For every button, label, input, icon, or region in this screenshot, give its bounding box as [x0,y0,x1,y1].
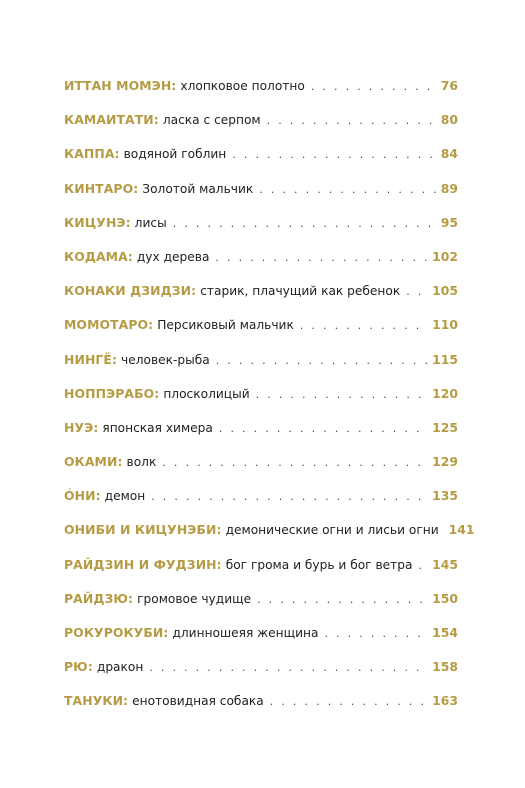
entry-title: РЮ: [64,659,93,675]
entry-description: енотовидная собака [132,694,264,709]
toc-entry [64,181,458,215]
entry-description: громовое чудище [137,591,252,606]
toc-entry [64,146,458,180]
entry-description: человек-рыба [121,352,210,367]
page-number: 89 [440,180,458,196]
leader-dots [149,661,428,674]
toc-entry [64,557,458,591]
toc-entry [64,283,458,317]
leader-dots [300,319,428,332]
leader-dots [215,251,428,264]
entry-description: ласка с серпом [162,113,261,128]
entry-title: КИНТАРО: [64,180,139,196]
page-number: 158 [432,659,458,675]
page-number: 141 [448,522,475,538]
leader-dots [162,456,428,469]
leader-dots [216,354,428,367]
toc-entry [64,522,475,556]
entry-title: КОДАМА: [64,248,133,264]
leader-dots [257,593,428,606]
leader-dots [270,695,428,708]
page-number: 102 [432,248,458,264]
leader-dots [311,80,436,93]
entry-title: НИНГЁ: [64,351,118,367]
entry-description: японская химера [102,420,213,435]
entry-title: НУЭ: [64,419,99,435]
entry-description: хлопковое полотно [180,79,305,93]
toc-entry [64,659,458,693]
toc-entry [64,78,458,112]
entry-title: РАЙДЗЮ: [64,590,134,606]
entry-description: волк [126,455,157,470]
page-number: 145 [432,556,458,572]
toc-entry [64,454,458,488]
entry-description: водяной гоблин [123,147,227,162]
leader-dots [256,388,428,401]
entry-title: КАППА: [64,146,120,162]
entry-description: бог грома и бурь и бог ветра [225,557,413,572]
page-number: 84 [440,146,458,162]
toc-entry [64,386,458,420]
entry-title: КОНАКИ ДЗИДЗИ: [64,283,197,299]
page-number: 150 [432,590,458,606]
leader-dots [267,114,436,127]
page-number: 120 [432,385,458,401]
page-number: 110 [432,317,458,333]
page-number: 105 [432,283,458,299]
entry-title: РАЙДЗИН И ФУДЗИН: [64,556,222,572]
toc-entry [64,215,458,249]
page-number: 163 [432,693,458,709]
page-number: 76 [440,78,458,93]
entry-description: демон [104,489,146,504]
toc-entry [64,625,458,659]
entry-description: дух дерева [136,249,210,264]
entry-title: МОМОТАРО: [64,317,154,333]
entry-title: РОКУРОКУБИ: [64,625,169,640]
page-number: 129 [432,454,458,470]
toc-entry [64,112,458,146]
toc-entry [64,249,458,283]
page-number: 154 [432,625,458,640]
leader-dots [151,490,428,503]
leader-dots [406,285,428,298]
entry-description: лисы [134,215,167,230]
entry-title: ÓНИ: [64,488,101,504]
entry-description: дракон [96,660,144,675]
page-number: 125 [432,419,458,435]
entry-description: длинношеяя женщина [172,626,319,640]
table-of-contents [64,78,475,728]
entry-description: плосколицый [163,386,250,401]
page-number: 80 [440,112,458,128]
leader-dots [173,217,436,230]
toc-entry [64,352,458,386]
entry-title: НОППЭРАБО: [64,385,160,401]
leader-dots [219,422,428,435]
entry-title: КИЦУНЭ: [64,214,131,230]
entry-title: ТАНУКИ: [64,693,129,709]
entry-title: ОКАМИ: [64,454,123,470]
leader-dots [418,559,428,572]
entry-description: старик, плачущий как ребенок [200,284,401,299]
entry-description: Персиковый мальчик [157,318,294,333]
leader-dots [259,183,436,196]
leader-dots [232,148,436,161]
toc-entry [64,317,458,351]
toc-entry [64,420,458,454]
entry-title: КАМАИТАТИ: [64,112,159,128]
entry-title: ИТТАН МОМЭН: [64,78,177,93]
page-number: 135 [432,488,458,504]
entry-description: демонические огни и лисьи огни [225,523,439,538]
toc-entry [64,488,458,522]
entry-title: ОНИБИ И КИЦУНЭБИ: [64,522,222,538]
page-number: 115 [432,351,458,367]
page-number: 95 [440,214,458,230]
toc-entry [64,591,458,625]
toc-entry [64,693,458,727]
leader-dots [324,627,428,640]
entry-description: Золотой мальчик [142,181,254,196]
